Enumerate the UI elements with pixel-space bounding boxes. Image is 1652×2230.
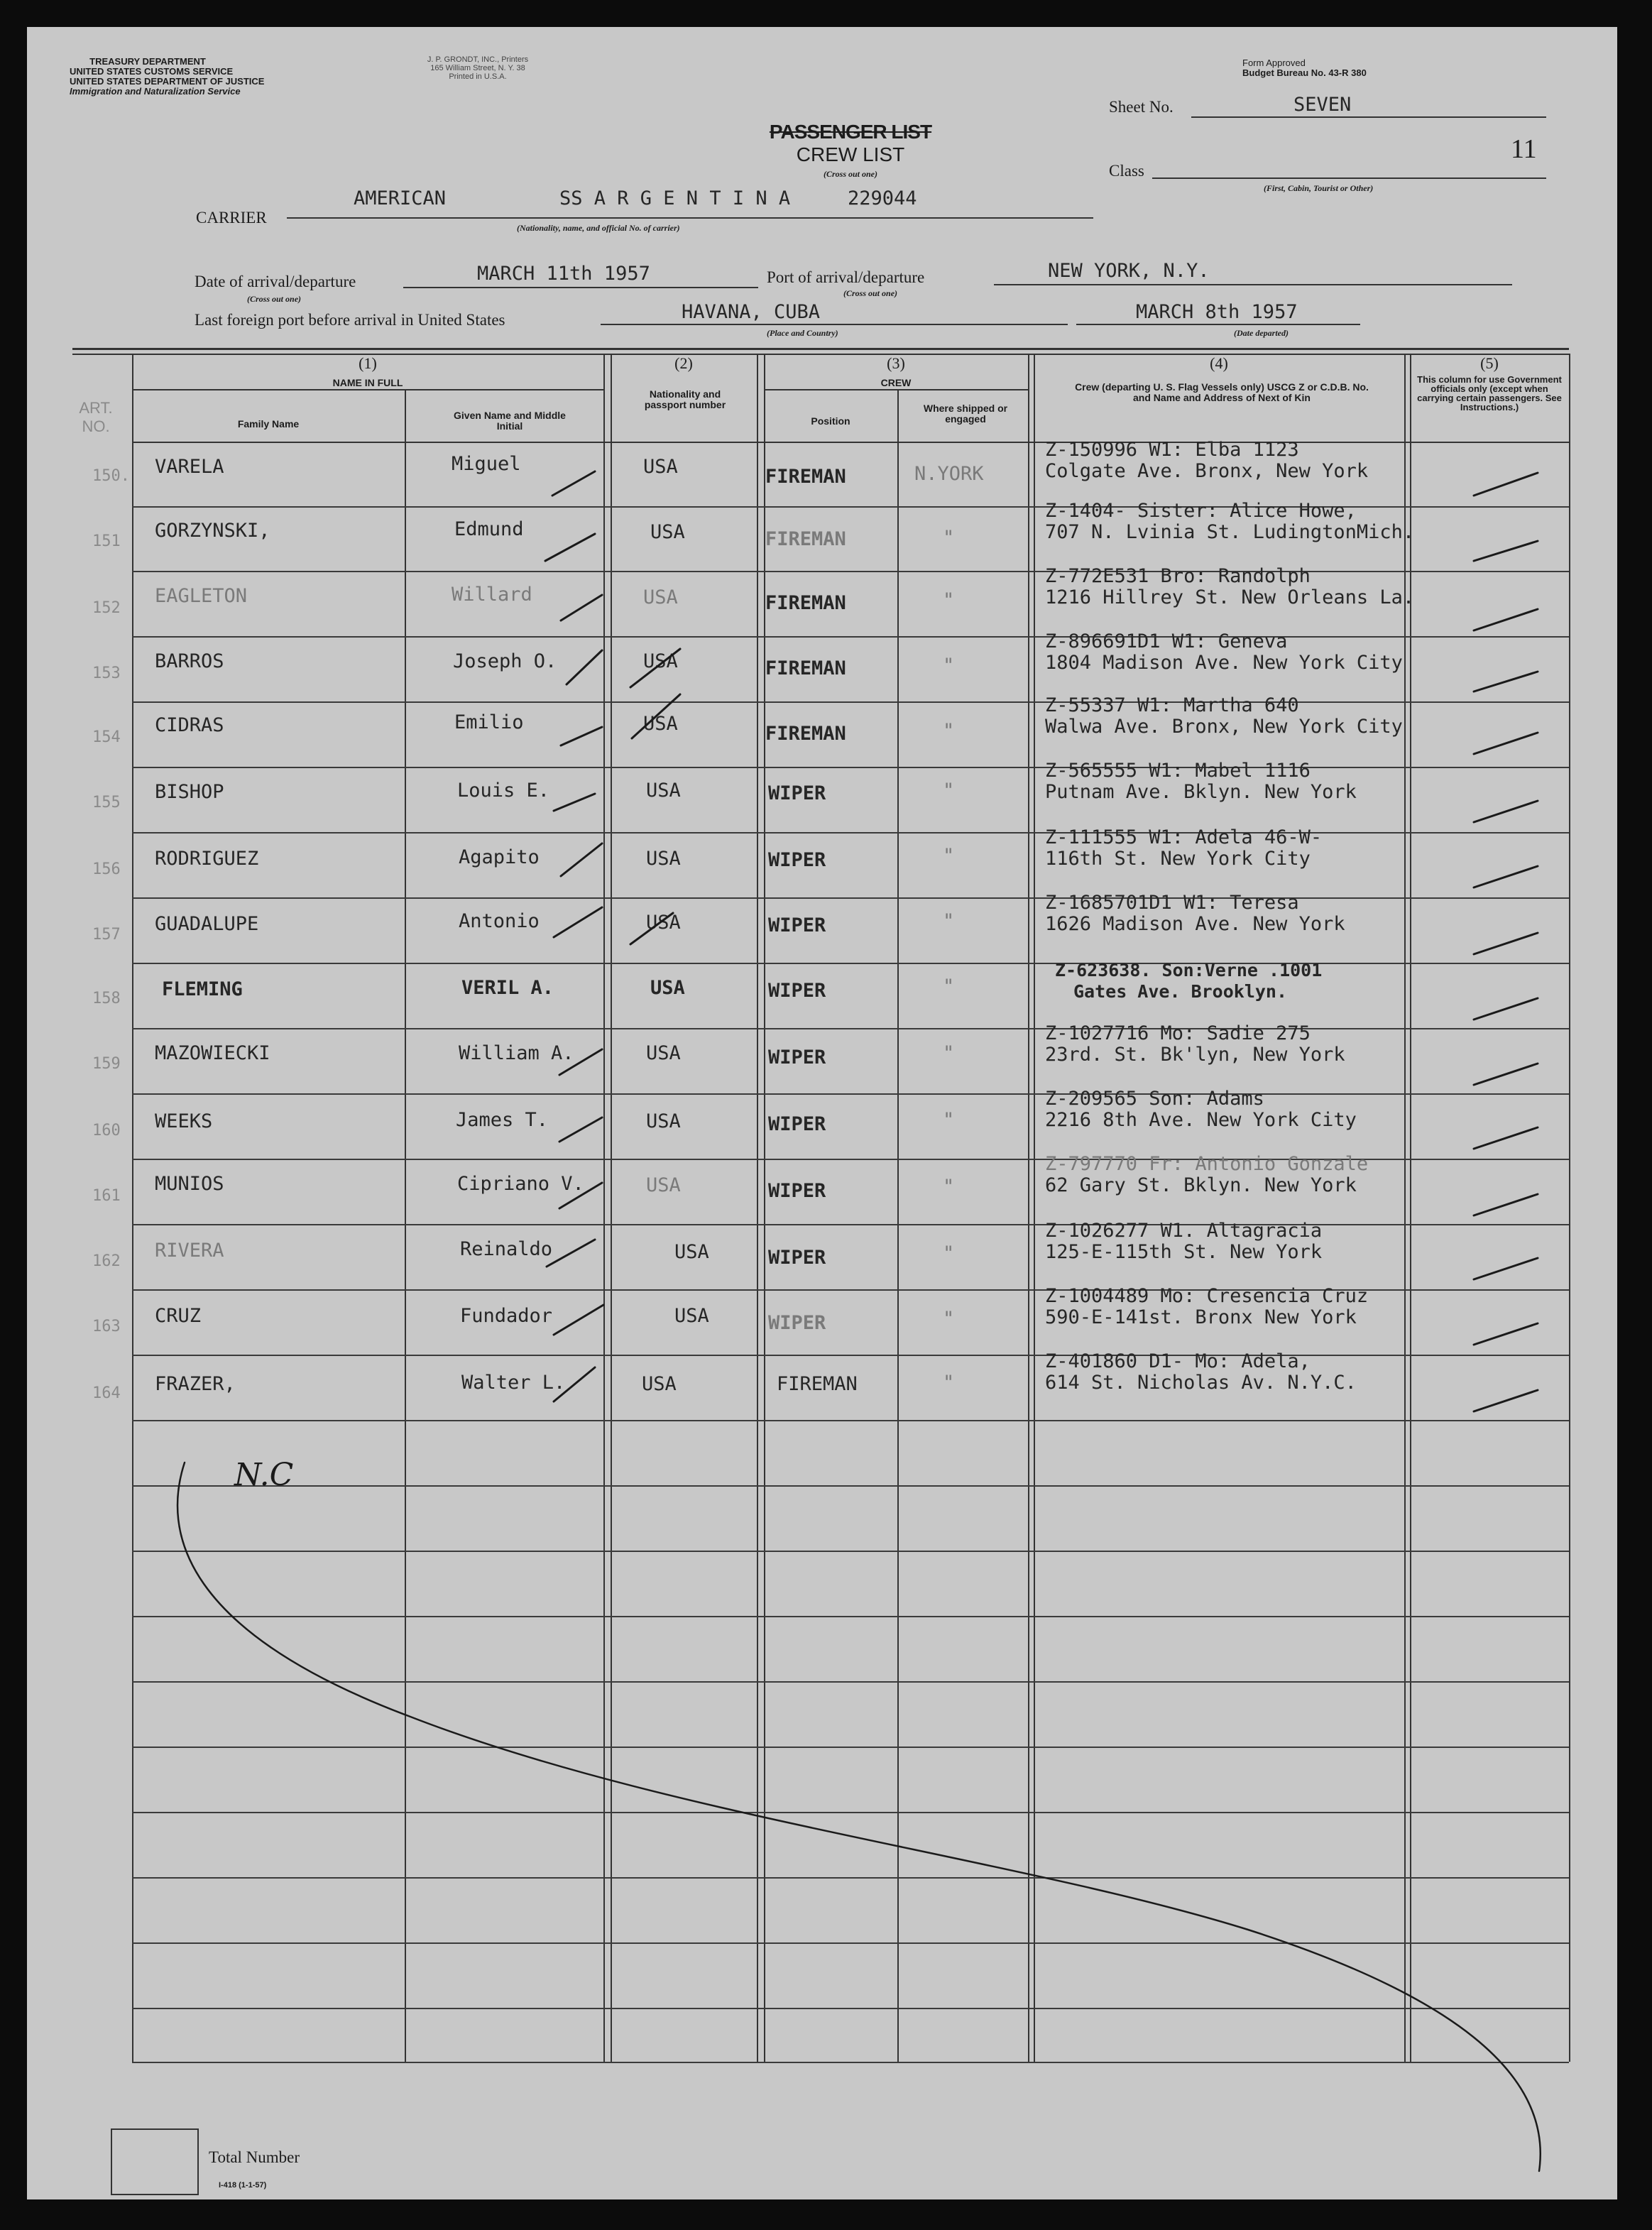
- check-mark: [1474, 933, 1538, 954]
- family-name-header: Family Name: [237, 418, 300, 430]
- kin-line: 2216 8th Ave. New York City: [1045, 1109, 1357, 1131]
- row-art-no: 160: [92, 1122, 121, 1139]
- port-value: NEW YORK, N.Y.: [1048, 260, 1210, 282]
- row-art-no: 163: [92, 1318, 121, 1335]
- check-mark: [1474, 866, 1538, 887]
- nationality: USA: [674, 1305, 709, 1327]
- arrival-label: Date of arrival/departure: [195, 273, 356, 290]
- kin-line: Z-401860 D1- Mo: Adela,: [1045, 1350, 1311, 1372]
- nationality: USA: [646, 848, 681, 870]
- nationality-header: Nationality and passport number: [644, 388, 726, 410]
- position-header: Position: [811, 415, 850, 427]
- row-art-no: 155: [92, 794, 121, 811]
- row-art-no: 151: [92, 532, 121, 550]
- carrier-name: SS A R G E N T I N A: [559, 187, 791, 209]
- row-art-no: 159: [92, 1055, 121, 1073]
- nationality: USA: [646, 1042, 681, 1064]
- col1-title: NAME IN FULL: [332, 377, 403, 388]
- class-note: (First, Cabin, Tourist or Other): [1264, 183, 1374, 193]
- family-name: CIDRAS: [155, 714, 224, 736]
- kin-line: Walwa Ave. Bronx, New York City: [1045, 716, 1403, 738]
- position: WIPER: [768, 1180, 826, 1202]
- where-shipped: ": [943, 1242, 955, 1264]
- class-label: Class: [1109, 162, 1144, 180]
- check-mark: [1474, 672, 1538, 692]
- nationality: USA: [674, 1241, 709, 1263]
- official-use-header: This column for use Government officials only (except when carrying certain passengers. See Instructions.): [1417, 374, 1562, 412]
- printer-line: Printed in U.S.A.: [449, 72, 507, 81]
- kin-line: Z-896691D1 W1: Geneva: [1045, 630, 1288, 652]
- nationality: USA: [643, 456, 678, 478]
- row-art-no: 158: [92, 990, 121, 1007]
- check-mark: [1474, 541, 1538, 561]
- kin-line: 125-E-115th St. New York: [1045, 1241, 1323, 1263]
- carrier-number: 229044: [848, 187, 917, 209]
- check-mark: [554, 907, 602, 937]
- sheet-value: SEVEN: [1293, 94, 1352, 116]
- nationality: USA: [643, 650, 678, 672]
- family-name: WEEKS: [155, 1110, 213, 1132]
- cancellation-stroke: [177, 1463, 1541, 2171]
- where-shipped: ": [943, 975, 955, 998]
- check-mark: [559, 1183, 602, 1208]
- given-name: Cipriano V.: [457, 1173, 584, 1195]
- agency-line: UNITED STATES DEPARTMENT OF JUSTICE: [70, 76, 265, 87]
- carrier-nationality: AMERICAN: [354, 187, 447, 209]
- row-art-no: 164: [92, 1384, 121, 1402]
- family-name: FLEMING: [162, 978, 243, 1000]
- check-mark: [1474, 1194, 1538, 1215]
- where-shipped: ": [943, 527, 955, 549]
- row-art-no: 157: [92, 926, 121, 944]
- where-shipped: ": [943, 720, 955, 742]
- check-mark: [561, 843, 602, 876]
- kin-line: 62 Gary St. Bklyn. New York: [1045, 1174, 1357, 1196]
- where-shipped: ": [943, 1308, 955, 1330]
- kin-line: 23rd. St. Bk'lyn, New York: [1045, 1044, 1345, 1066]
- check-mark: [1474, 473, 1538, 496]
- kin-line: Z-55337 W1: Martha 640: [1045, 694, 1299, 716]
- kin-line: Gates Ave. Brooklyn.: [1073, 981, 1288, 1002]
- family-name: BARROS: [155, 650, 224, 672]
- position: WIPER: [768, 782, 826, 804]
- check-mark: [1474, 1258, 1538, 1279]
- position: FIREMAN: [765, 723, 846, 745]
- kin-line: Z-1404- Sister: Alice Howe,: [1045, 500, 1357, 522]
- given-name: Walter L.: [461, 1372, 566, 1394]
- where-shipped: ": [943, 1176, 955, 1198]
- nationality: USA: [643, 586, 678, 608]
- family-name: GUADALUPE: [155, 913, 259, 935]
- nationality: USA: [646, 1174, 681, 1196]
- where-shipped: ": [943, 655, 955, 677]
- arrival-date: MARCH 11th 1957: [477, 263, 650, 285]
- sheet-label: Sheet No.: [1109, 98, 1174, 116]
- check-mark: [547, 1240, 595, 1267]
- check-mark: [554, 794, 595, 811]
- agency-line: UNITED STATES CUSTOMS SERVICE: [70, 66, 234, 77]
- given-name: Agapito: [459, 846, 540, 868]
- kin-line: Colgate Ave. Bronx, New York: [1045, 460, 1369, 482]
- position: FIREMAN: [765, 528, 846, 550]
- check-mark: [554, 1367, 595, 1401]
- agency-line: Immigration and Naturalization Service: [70, 86, 241, 97]
- kin-line: Z-1027716 Mo: Sadie 275: [1045, 1022, 1311, 1044]
- col2-number: (2): [674, 354, 693, 372]
- title-passenger-list: PASSENGER LIST: [769, 121, 932, 143]
- position: FIREMAN: [777, 1373, 858, 1395]
- nationality: USA: [646, 1110, 681, 1132]
- handwriting-overlay: [27, 27, 1617, 2199]
- given-name: James T.: [456, 1109, 549, 1131]
- port-note: (Cross out one): [843, 288, 898, 298]
- check-mark: [561, 727, 602, 745]
- carrier-label: CARRIER: [196, 209, 267, 226]
- check-mark: [1474, 609, 1538, 630]
- form-code: I-418 (1-1-57): [219, 2181, 267, 2190]
- family-name: MUNIOS: [155, 1173, 224, 1195]
- nationality: USA: [650, 977, 685, 999]
- agency-line: TREASURY DEPARTMENT: [89, 56, 206, 67]
- check-mark: [1474, 1390, 1538, 1411]
- last-port-date-note: (Date departed): [1234, 328, 1289, 338]
- check-mark: [1474, 733, 1538, 754]
- kin-line: Putnam Ave. Bklyn. New York: [1045, 781, 1357, 803]
- where-shipped: ": [943, 1372, 955, 1394]
- arrival-note: (Cross out one): [247, 294, 302, 304]
- crew-kin-header: Crew (departing U. S. Flag Vessels only) USCG Z or C.D.B. No. and Name and Address of Next of Kin: [1075, 381, 1369, 403]
- kin-line: 1216 Hillrey St. New Orleans La.: [1045, 586, 1415, 608]
- row-art-no: 152: [92, 599, 121, 617]
- kin-line: Z-623638. Son:Verne .1001: [1055, 960, 1323, 980]
- total-number-label: Total Number: [209, 2148, 300, 2166]
- position: FIREMAN: [765, 466, 846, 488]
- check-mark: [552, 471, 595, 496]
- form-approval-line: Budget Bureau No. 43-R 380: [1242, 67, 1367, 78]
- check-mark: [1474, 1127, 1538, 1149]
- nationality: USA: [643, 713, 678, 735]
- row-art-no: 156: [92, 860, 121, 878]
- handwritten-note: N.C: [234, 1457, 294, 1493]
- check-mark: [630, 649, 680, 687]
- check-mark: [545, 534, 595, 561]
- printer-line: J. P. GRONDT, INC., Printers: [427, 55, 529, 64]
- kin-line: 614 St. Nicholas Av. N.Y.C.: [1045, 1372, 1357, 1394]
- port-label: Port of arrival/departure: [767, 268, 925, 286]
- row-art-no: 153: [92, 665, 121, 682]
- given-name: Edmund: [454, 518, 524, 540]
- title-note: (Cross out one): [823, 169, 877, 179]
- given-name: Fundador: [460, 1305, 553, 1327]
- given-name: William A.: [459, 1042, 574, 1064]
- family-name: VARELA: [155, 456, 224, 478]
- family-name: RODRIGUEZ: [155, 848, 259, 870]
- given-name: Emilio: [454, 711, 524, 733]
- position: WIPER: [768, 1247, 826, 1269]
- form-sheet: [27, 27, 1617, 2199]
- page-number: 11: [1511, 134, 1537, 164]
- row-art-no: 150.: [92, 467, 130, 485]
- nationality: USA: [642, 1373, 677, 1395]
- nationality: USA: [646, 780, 681, 802]
- nationality: USA: [650, 521, 685, 543]
- carrier-note: (Nationality, name, and official No. of carrier): [517, 223, 680, 233]
- family-name: EAGLETON: [155, 585, 248, 607]
- kin-line: 1626 Madison Ave. New York: [1045, 913, 1345, 935]
- row-art-no: 161: [92, 1187, 121, 1205]
- position: WIPER: [768, 1113, 826, 1135]
- check-mark: [632, 694, 680, 738]
- kin-line: 116th St. New York City: [1045, 848, 1311, 870]
- last-port-note: (Place and Country): [767, 328, 838, 338]
- position: WIPER: [768, 980, 826, 1002]
- form-approval-line: Form Approved: [1242, 58, 1306, 68]
- where-shipped: ": [943, 780, 955, 802]
- kin-line: Z-772E531 Bro: Randolph: [1045, 565, 1311, 587]
- printer-line: 165 William Street, N. Y. 38: [430, 64, 525, 72]
- check-mark: [559, 1049, 602, 1075]
- kin-line: Z-1026277 W1. Altagracia: [1045, 1220, 1323, 1242]
- row-art-no: 162: [92, 1252, 121, 1270]
- position: WIPER: [768, 1312, 826, 1334]
- check-mark: [554, 1305, 603, 1335]
- given-name-header: Given Name and Middle Initial: [454, 410, 566, 432]
- kin-line: Z-1685701D1 W1: Teresa: [1045, 892, 1299, 914]
- family-name: BISHOP: [155, 781, 224, 803]
- family-name: MAZOWIECKI: [155, 1042, 270, 1064]
- given-name: Miguel: [452, 453, 521, 475]
- col3-number: (3): [887, 354, 905, 372]
- kin-line: Z-111555 W1: Adela 46-W-: [1045, 826, 1323, 848]
- family-name: FRAZER,: [155, 1373, 236, 1395]
- kin-line: Z-565555 W1: Mabel 1116: [1045, 760, 1311, 782]
- nationality: USA: [646, 912, 681, 934]
- last-port-date: MARCH 8th 1957: [1136, 301, 1298, 323]
- title-crew-list: CREW LIST: [796, 143, 905, 165]
- where-shipped: ": [943, 910, 955, 932]
- where-shipped: ": [943, 589, 955, 611]
- where-shipped: ": [943, 1042, 955, 1064]
- art-no-header: ART. NO.: [79, 399, 113, 435]
- check-mark: [1474, 998, 1538, 1020]
- check-mark: [630, 913, 673, 944]
- check-mark: [559, 1117, 602, 1142]
- where-shipped-header: Where shipped or engaged: [923, 403, 1008, 425]
- kin-line: Z-1004489 Mo: Cresencia Cruz: [1045, 1285, 1369, 1307]
- last-port-value: HAVANA, CUBA: [682, 301, 821, 323]
- check-mark: [1474, 801, 1538, 822]
- given-name: Louis E.: [457, 780, 550, 802]
- given-name: Antonio: [459, 910, 540, 932]
- where-shipped: ": [943, 1109, 955, 1131]
- check-mark: [567, 650, 602, 684]
- check-mark: [561, 595, 602, 621]
- check-mark: [1474, 1323, 1538, 1345]
- where-shipped: N.YORK: [914, 463, 984, 485]
- kin-line: Z-150996 W1: Elba 1123: [1045, 439, 1299, 461]
- given-name: Reinaldo: [460, 1238, 553, 1260]
- given-name: VERIL A.: [461, 977, 554, 999]
- family-name: CRUZ: [155, 1305, 202, 1327]
- last-port-label: Last foreign port before arrival in United States: [195, 311, 505, 329]
- position: WIPER: [768, 914, 826, 936]
- kin-line: Z-209565 Son: Adams: [1045, 1088, 1264, 1110]
- family-name: RIVERA: [155, 1240, 224, 1262]
- col5-number: (5): [1480, 354, 1499, 372]
- position: FIREMAN: [765, 592, 846, 614]
- given-name: Willard: [452, 584, 532, 606]
- row-art-no: 154: [92, 728, 121, 746]
- kin-line: 1804 Madison Ave. New York City: [1045, 652, 1403, 674]
- check-mark: [1474, 1064, 1538, 1085]
- position: FIREMAN: [765, 657, 846, 679]
- position: WIPER: [768, 1046, 826, 1068]
- kin-line: 707 N. Lvinia St. LudingtonMich.: [1045, 521, 1415, 543]
- family-name: GORZYNSKI,: [155, 520, 270, 542]
- col4-number: (4): [1210, 354, 1228, 372]
- position: WIPER: [768, 849, 826, 871]
- total-number-box: [111, 2128, 199, 2195]
- where-shipped: ": [943, 845, 955, 867]
- crew-header: CREW: [880, 377, 912, 388]
- given-name: Joseph O.: [453, 650, 557, 672]
- kin-line: 590-E-141st. Bronx New York: [1045, 1306, 1357, 1328]
- col1-number: (1): [359, 354, 377, 372]
- kin-line: Z-797770 Fr: Antonio Gonzale: [1045, 1153, 1369, 1175]
